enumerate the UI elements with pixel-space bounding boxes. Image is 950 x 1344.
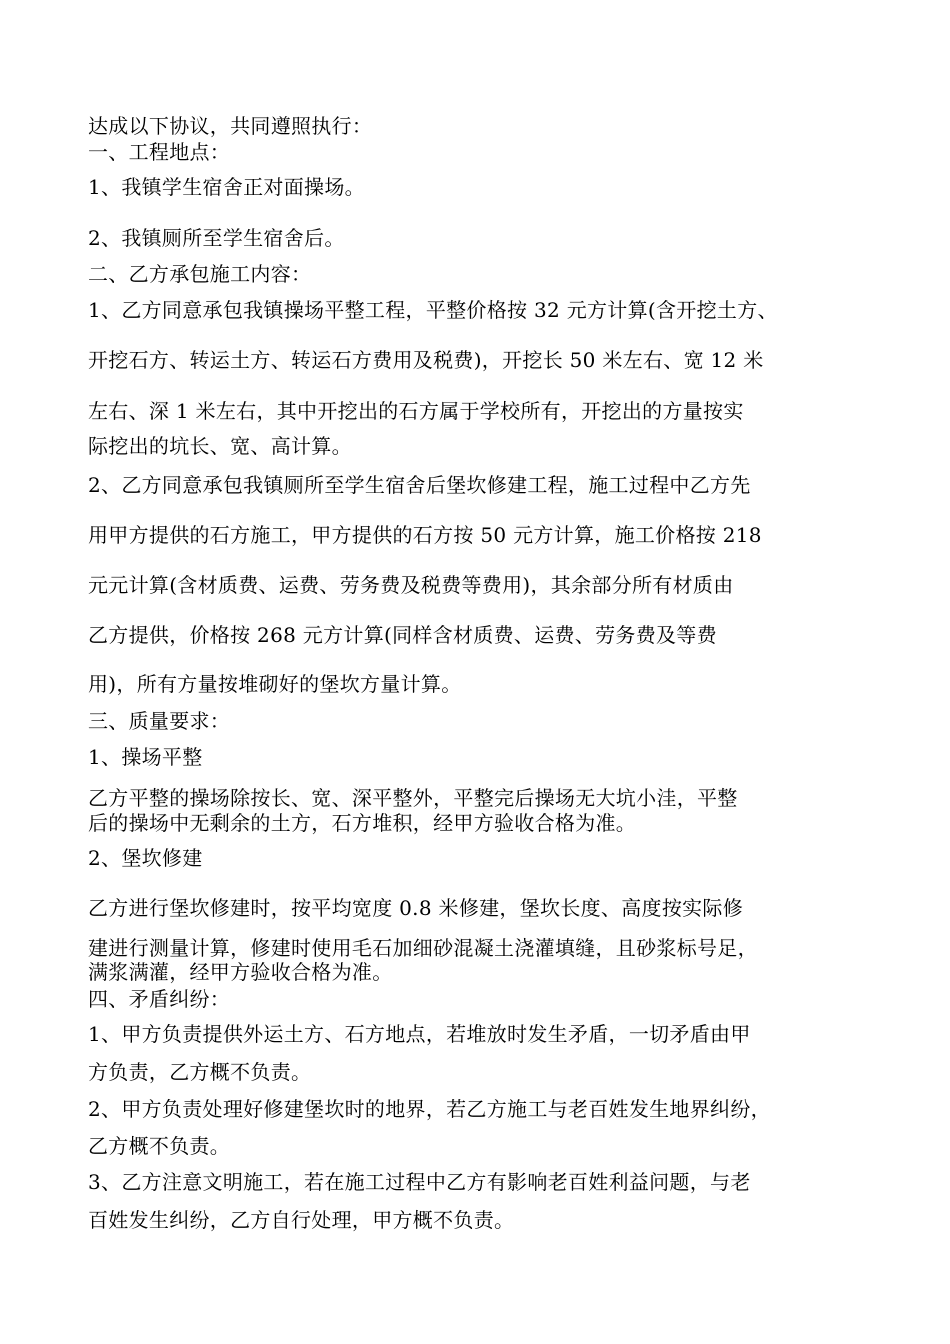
text-line: 建进行测量计算，修建时使用毛石加细砂混凝土浇灌填缝，且砂浆标号足， [88, 936, 758, 960]
text-line: 用)，所有方量按堆砌好的堡坎方量计算。 [88, 672, 462, 696]
text-line: 1、甲方负责提供外运土方、石方地点，若堆放时发生矛盾，一切矛盾由甲 [88, 1022, 751, 1046]
text-line: 乙方进行堡坎修建时，按平均宽度 0.8 米修建，堡坎长度、高度按实际修 [88, 896, 744, 920]
text-line: 乙方概不负责。 [88, 1134, 231, 1158]
section-heading: 四、矛盾纠纷： [88, 987, 231, 1011]
text-line: 2、甲方负责处理好修建堡坎时的地界，若乙方施工与老百姓发生地界纠纷， [88, 1097, 771, 1121]
text-line: 满浆满灌，经甲方验收合格为准。 [88, 960, 393, 984]
text-line: 元元计算(含材质费、运费、劳务费及税费等费用)，其余部分所有材质由 [88, 573, 734, 597]
text-line: 左右、深 1 米左右，其中开挖出的石方属于学校所有，开挖出的方量按实 [88, 399, 744, 423]
text-line: 1、乙方同意承包我镇操场平整工程，平整价格按 32 元方计算(含开挖土方、 [88, 298, 778, 322]
text-line: 1、我镇学生宿舍正对面操场。 [88, 175, 365, 199]
text-line: 达成以下协议，共同遵照执行： [88, 114, 373, 138]
text-line: 后的操场中无剩余的土方，石方堆积，经甲方验收合格为准。 [88, 811, 637, 835]
text-line: 方负责，乙方概不负责。 [88, 1060, 312, 1084]
text-line: 用甲方提供的石方施工，甲方提供的石方按 50 元方计算，施工价格按 218 [88, 523, 762, 547]
section-heading: 三、质量要求： [88, 709, 231, 733]
text-line: 乙方提供，价格按 268 元方计算(同样含材质费、运费、劳务费及等费 [88, 623, 717, 647]
subsection-heading: 2、堡坎修建 [88, 846, 203, 870]
text-line: 2、我镇厕所至学生宿舍后。 [88, 226, 345, 250]
text-line: 际挖出的坑长、宽、高计算。 [88, 434, 352, 458]
section-heading: 一、工程地点： [88, 140, 231, 164]
text-line: 乙方平整的操场除按长、宽、深平整外，平整完后操场无大坑小洼，平整 [88, 786, 738, 810]
text-line: 3、乙方注意文明施工，若在施工过程中乙方有影响老百姓利益问题，与老 [88, 1170, 751, 1194]
text-line: 开挖石方、转运土方、转运石方费用及税费)，开挖长 50 米左右、宽 12 米 [88, 348, 764, 372]
text-line: 百姓发生纠纷，乙方自行处理，甲方概不负责。 [88, 1208, 515, 1232]
subsection-heading: 1、操场平整 [88, 745, 203, 769]
section-heading: 二、乙方承包施工内容： [88, 262, 312, 286]
text-line: 2、乙方同意承包我镇厕所至学生宿舍后堡坎修建工程，施工过程中乙方先 [88, 473, 751, 497]
